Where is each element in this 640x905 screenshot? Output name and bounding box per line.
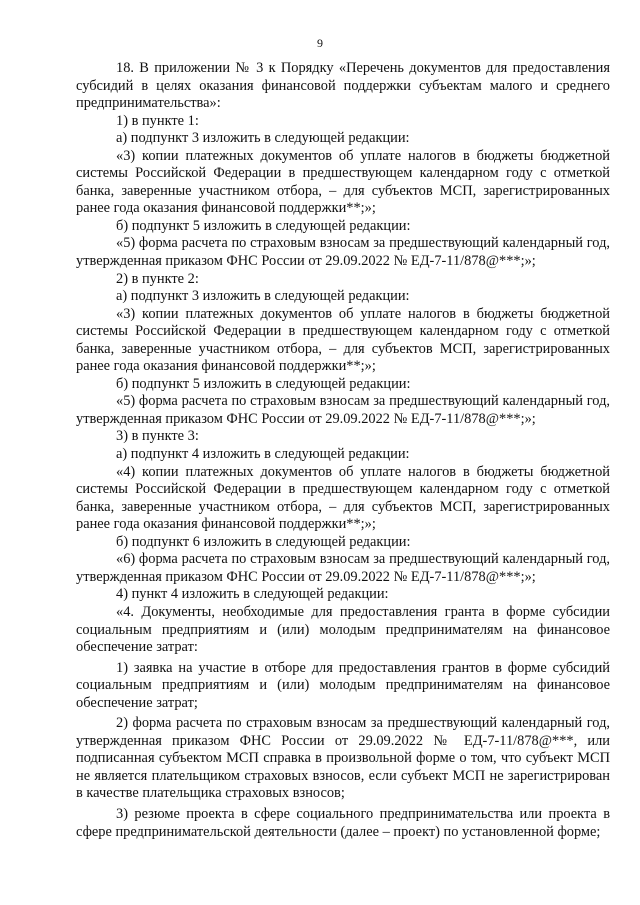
page-number: 9 — [317, 36, 323, 50]
paragraph-point-1: 1) в пункте 1: — [116, 112, 199, 129]
paragraph-subpoint-a: а) подпункт 4 изложить в следующей редакции: — [116, 446, 410, 463]
paragraph-item-18-heading: 18. В приложении № 3 к Порядку «Перечень документов для предоставления субсидий в целях оказания финансовой поддержки субъектам малого и среднего предпринимательства»: — [76, 60, 610, 112]
paragraph-subpoint-a: а) подпункт 3 изложить в следующей редакции: — [116, 288, 410, 305]
paragraph-point-4: 4) пункт 4 изложить в следующей редакции: — [116, 586, 389, 603]
paragraph-subpoint-b: б) подпункт 5 изложить в следующей редакции: — [116, 217, 411, 234]
paragraph-quote: «3) копии платежных документов об уплате налогов в бюджеты бюджетной системы Российской Федерации в предшествующем календарном году с отметкой банка, заверенные участником отбора, – для субъектов МСП, зарегистрированных ранее года оказания финансовой поддержки**;»; — [76, 305, 610, 375]
paragraph-quote-documents: «4. Документы, необходимые для предоставления гранта в форме субсидии социальным предприятиям и (или) молодым предпринимателям на финансовое обеспечение затрат: — [76, 603, 610, 656]
paragraph-subpoint-a: а) подпункт 3 изложить в следующей редакции: — [116, 130, 410, 147]
paragraph-quote: «3) копии платежных документов об уплате налогов в бюджеты бюджетной системы Российской Федерации в предшествующем календарном году с отметкой банка, заверенные участником отбора, – для субъектов МСП, зарегистрированных ранее года оказания финансовой поддержки**;»; — [76, 147, 610, 217]
paragraph-quote: «5) форма расчета по страховым взносам за предшествующий календарный год, утвержденная приказом ФНС России от 29.09.2022 № ЕД-7-11/878@***;»; — [76, 235, 610, 270]
paragraph-quote: «5) форма расчета по страховым взносам за предшествующий календарный год, утвержденная приказом ФНС России от 29.09.2022 № ЕД-7-11/878@***;»; — [76, 393, 610, 427]
paragraph-list-item-3: 3) резюме проекта в сфере социального предпринимательства или проекта в сфере предпринимательской деятельности (далее – проект) по установленной форме; — [76, 805, 610, 840]
paragraph-subpoint-b: б) подпункт 6 изложить в следующей редакции: — [116, 533, 411, 550]
paragraph-point-3: 3) в пункте 3: — [116, 428, 199, 445]
paragraph-list-item-1: 1) заявка на участие в отборе для предоставления грантов в форме субсидий социальным предприятиям и (или) молодым предпринимателям на финансовое обеспечение затрат; — [76, 659, 610, 711]
paragraph-quote: «4) копии платежных документов об уплате налогов в бюджеты бюджетной системы Российской Федерации в предшествующем календарном году с отметкой банка, заверенные участником отбора, – для субъектов МСП, зарегистрированных ранее года оказания финансовой поддержки**;»; — [76, 463, 610, 533]
paragraph-quote: «6) форма расчета по страховым взносам за предшествующий календарный год, утвержденная приказом ФНС России от 29.09.2022 № ЕД-7-11/878@***;»; — [76, 551, 610, 585]
paragraph-point-2: 2) в пункте 2: — [116, 270, 199, 287]
document-body — [76, 60, 610, 841]
paragraph-subpoint-b: б) подпункт 5 изложить в следующей редакции: — [116, 375, 411, 392]
paragraph-list-item-2: 2) форма расчета по страховым взносам за предшествующий календарный год, утвержденная приказом ФНС России от 29.09.2022 № ЕД-7-11/878@***, или подписанная субъектом МСП справка в произвольной форме о том, что субъект МСП не является плательщиком страховых взносов, если субъект МСП не зарегистрирован в качестве плательщика страховых взносов; — [76, 715, 610, 802]
